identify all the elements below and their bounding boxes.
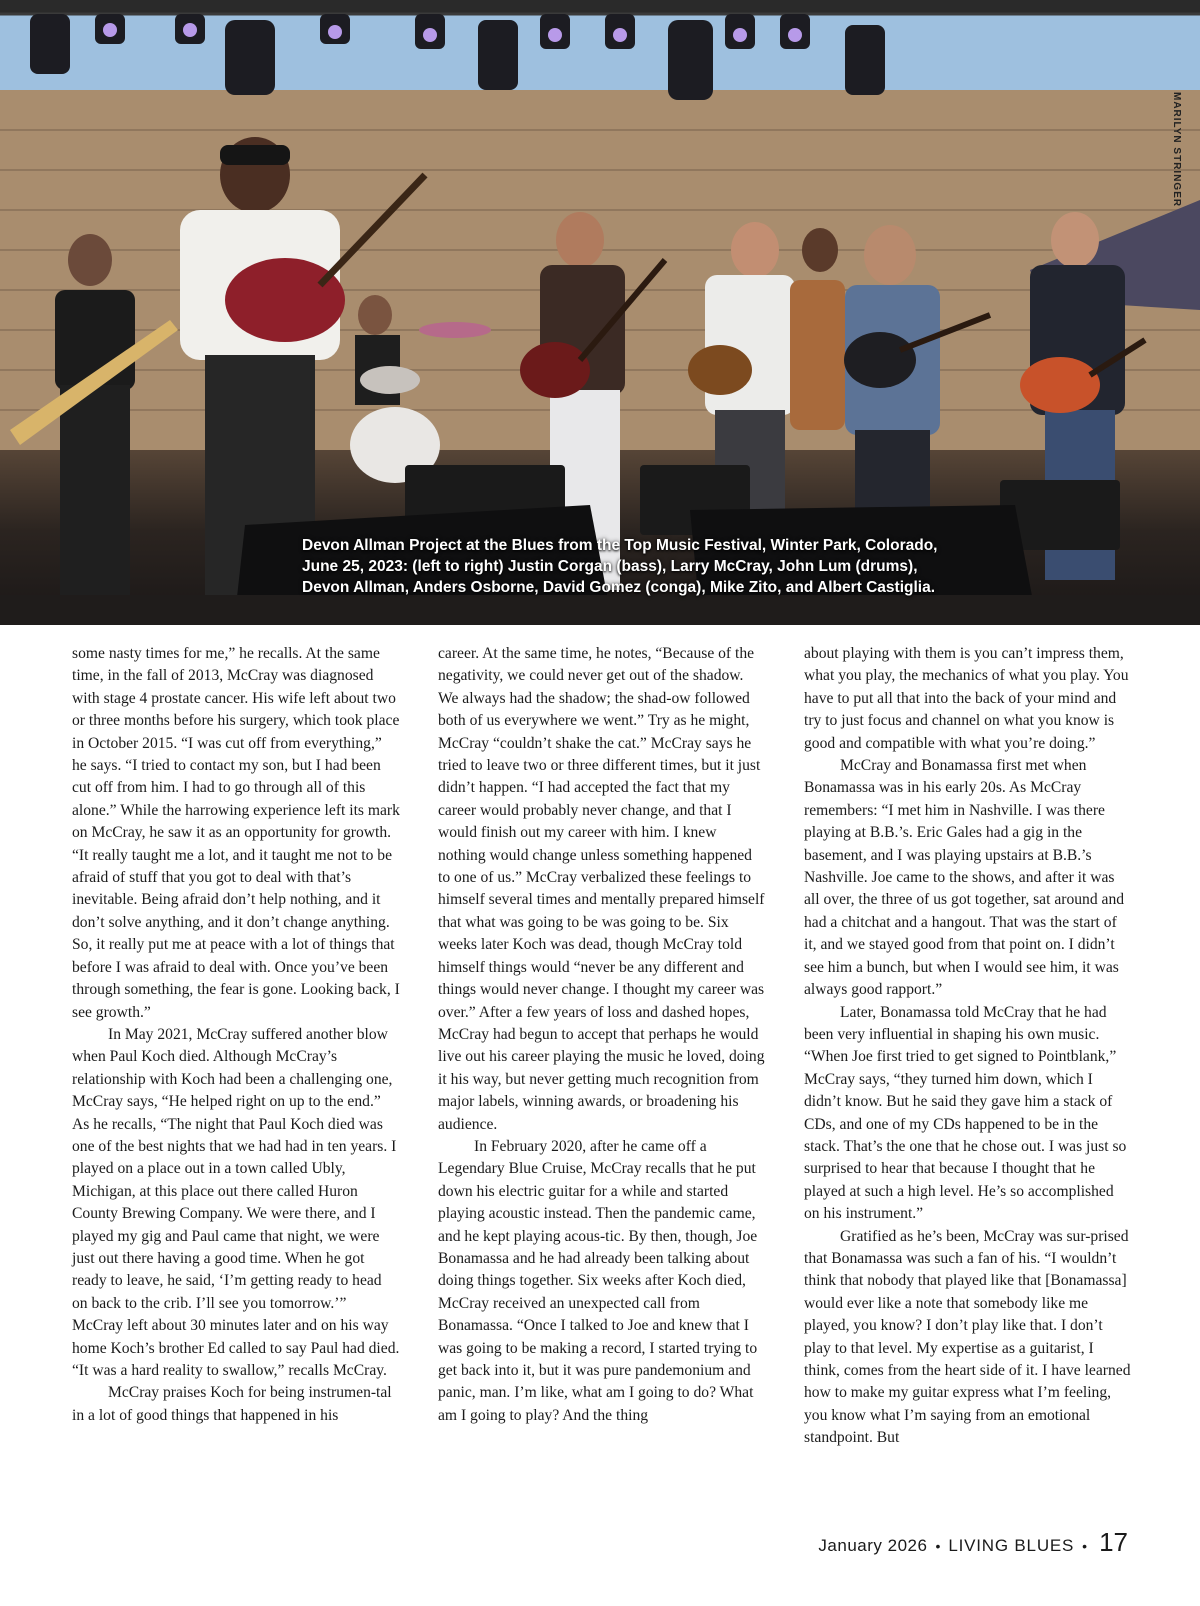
- text-column-3: [804, 643, 1132, 1503]
- paragraph: McCray praises Koch for being instrumen-tal in a lot of good things that happened in his: [72, 1384, 392, 1424]
- text-column-2: [438, 643, 766, 1503]
- caption-line: Devon Allman Project at the Blues from the Top Music Festival, Winter Park, Colorado,: [302, 537, 938, 554]
- footer-bullet: •: [935, 1538, 941, 1554]
- page-number: 17: [1099, 1527, 1128, 1557]
- paragraph: In February 2020, after he came off a Legendary Blue Cruise, McCray recalls that he put down his electric guitar for a while and started playing acoustic instead. Then the pandemic came, and he kept playing acous-tic. By then, though, Joe Bonamassa and he had already been talking about doing things together. Six weeks after Koch died, McCray received an unexpected call from Bonamassa. “Once I talked to Joe and knew that I was going to be making a record, I started trying to get back into it, but it was pure pandemonium and panic, man. I’m like, what am I going to do? What am I going to play? And the thing: [438, 1137, 758, 1424]
- paragraph: career. At the same time, he notes, “Because of the negativity, we could never get out of the shadow. We always had the shadow; the shad-ow followed both of us everywhere we went.” Try as he might, McCray “couldn’t shake the cat.” McCray says he tried to leave two or three different times, but it just didn’t happen. “I had accepted the fact that my career would probably never change, and that I would finish out my career with him. I knew nothing would change unless something happened to one of us.” McCray verbalized these feelings to himself several times and mentally prepared himself that what was going to be was going to be. Six weeks later Koch was dead, though McCray told himself things would “never be any different and things would never change. I thought my career was over.” After a few years of loss and dashed hopes, McCray had begun to accept that perhaps he would live out his career playing the music he loved, doing it his way, but never getting much recognition from major labels, winning awards, or broadening his audience.: [438, 645, 765, 1133]
- magazine-name: LIVING BLUES: [948, 1536, 1075, 1555]
- paragraph: about playing with them is you can’t impress them, what you play, the mechanics of what you play. You have to put all that into the back of your mind and try to just focus and channel on what you know is good and compatible with what you’re doing.”: [804, 645, 1129, 752]
- photo-credit: MARILYN STRINGER: [1171, 92, 1182, 208]
- article-body: [72, 643, 1132, 1503]
- paragraph: In May 2021, McCray suffered another blow when Paul Koch died. Although McCray’s relationship with Koch had been a challenging one, McCray says, “He helped right on up to the end.” As he recalls, “The night that Paul Koch died was one of the best nights that we had had in ten years. I played on a place out in a town called Ubly, Michigan, at this place out there called Huron County Brewing Company. We were there, and I played my gig and Paul came that night, we were just out there having a good time. When he got ready to leave, he said, ‘I’m getting ready to head on back to the crib. I’ll see you tomorrow.’” McCray left about 30 minutes later and on his way home Koch’s brother Ed called to say Paul had died. “It was a hard reality to swallow,” recalls McCray.: [72, 1025, 400, 1379]
- caption-line: Devon Allman, Anders Osborne, David Gomez (conga), Mike Zito, and Albert Castiglia.: [302, 579, 936, 596]
- stage-illustration: [0, 0, 1200, 625]
- concert-photo: [0, 0, 1200, 625]
- paragraph: McCray and Bonamassa first met when Bonamassa was in his early 20s. As McCray remembers: “I met him in Nashville. I was there playing at B.B.’s. Eric Gales had a gig in the basement, and I was playing upstairs at B.B.’s Nashville. Joe came to the shows, and after it was all over, the three of us got together, sat around and had a chitchat and a hangout. That was the start of it, and we stayed good from that point on. I didn’t see him a bunch, but when I would see him, it was always good rapport.”: [804, 757, 1125, 999]
- footer-bullet: •: [1082, 1538, 1088, 1554]
- page-footer: [818, 1527, 1128, 1558]
- paragraph: Gratified as he’s been, McCray was sur-prised that Bonamassa was such a fan of his. “I wouldn’t think that nobody that played like that [Bonamassa] would ever like a note that somebody like me played, you know? I don’t play like that. I don’t play to that level. My expertise as a guitarist, I think, comes from the heart side of it. I have learned how to make my guitar express what I’m feeling, you know what I’m saying from an emotional standpoint. But: [804, 1227, 1131, 1447]
- photo-caption: [302, 535, 1022, 598]
- issue-date: January 2026: [818, 1536, 928, 1555]
- paragraph: some nasty times for me,” he recalls. At the same time, in the fall of 2013, McCray was diagnosed with stage 4 prostate cancer. His wife left about two or three months before his surgery, which took place in October 2015. “I was cut off from everything,” he says. “I tried to contact my son, but I had been cut off from him. I had to go through all of this alone.” While the harrowing experience left its mark on McCray, he saw it as an opportunity for growth. “It really taught me a lot, and it taught me not to be afraid of stuff that you got to deal with that’s inevitable. Being afraid don’t help nothing, and it don’t solve anything, and it don’t change anything. So, it really put me at peace with a lot of things that before I was afraid to deal with. Once you’ve been through something, the fear is gone. Looking back, I see growth.”: [72, 645, 400, 1021]
- caption-line: June 25, 2023: (left to right) Justin Corgan (bass), Larry McCray, John Lum (drums),: [302, 558, 918, 575]
- text-column-1: [72, 643, 400, 1503]
- paragraph: Later, Bonamassa told McCray that he had been very influential in shaping his own music. “When Joe first tried to get signed to Pointblank,” McCray says, “they turned him down, which I didn’t know. But he said they gave him a stack of CDs, and one of my CDs happened to be in the stack. That’s the one that he chose out. I was just so surprised to hear that because I thought that he played at such a high level. He’s so accomplished on his instrument.”: [804, 1003, 1127, 1223]
